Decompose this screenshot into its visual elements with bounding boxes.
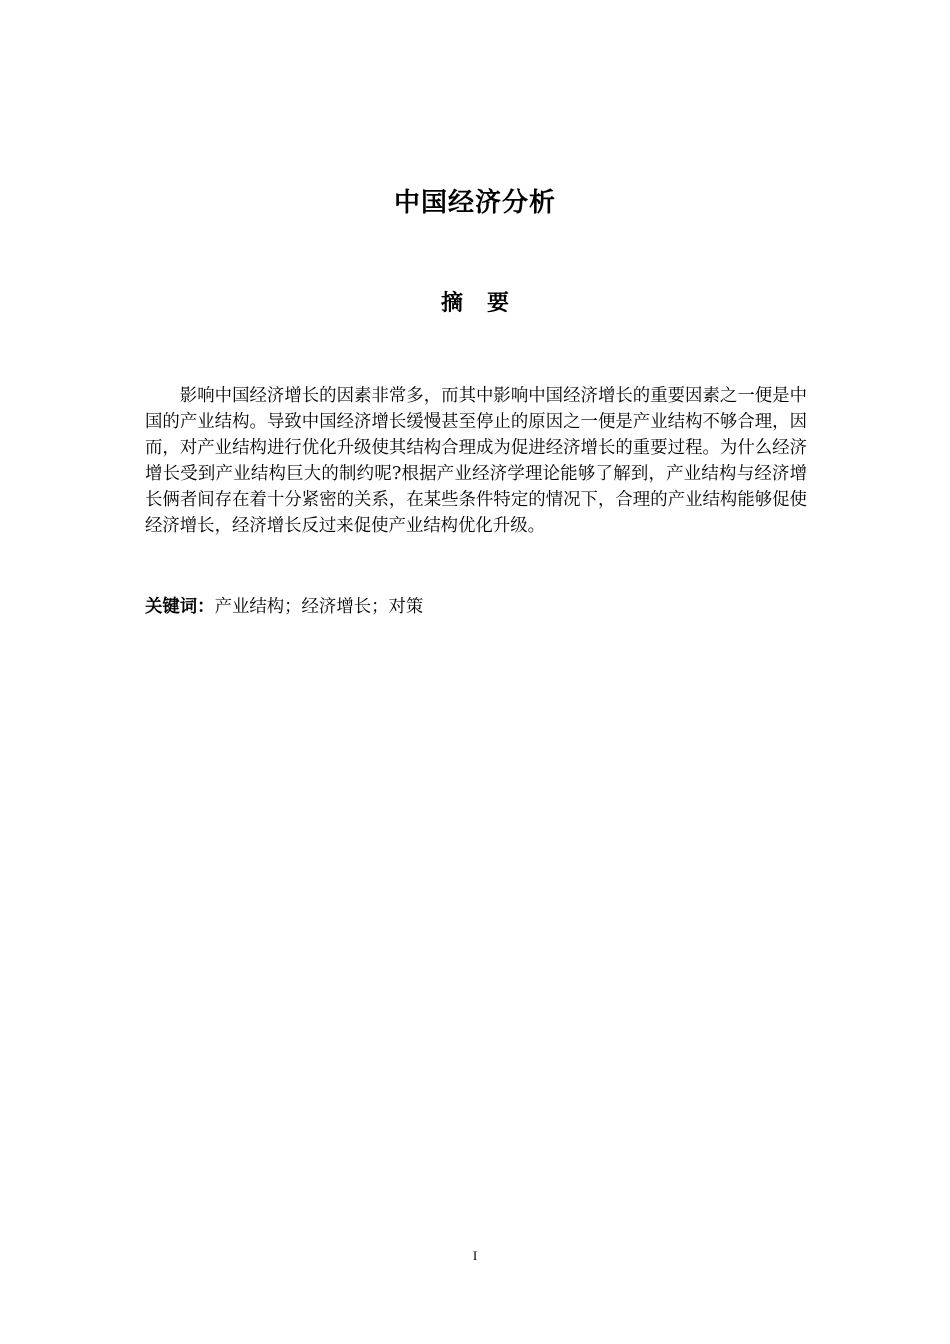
abstract-body: 影响中国经济增长的因素非常多，而其中影响中国经济增长的重要因素之一便是中国的产业结构。导致中国经济增长缓慢甚至停止的原因之一便是产业结构不够合理，因而，对产业结构进行优化升级使其结构合理成为促进经济增长的重要过程。为什么经济增长受到产业结构巨大的制约呢?根据产业经济学理论能够了解到，产业结构与经济增长俩者间存在着十分紧密的关系，在某些条件特定的情况下，合理的产业结构能够促使经济增长，经济增长反过来促使产业结构优化升级。	[145, 386, 807, 536]
keywords-value: 产业结构；经济增长；对策	[214, 597, 424, 617]
page-number: I	[472, 1248, 478, 1263]
abstract-heading: 摘要	[440, 291, 533, 316]
document-title: 中国经济分析	[393, 188, 556, 218]
keywords-label: 关键词：	[145, 597, 215, 617]
keywords-line	[145, 594, 807, 620]
